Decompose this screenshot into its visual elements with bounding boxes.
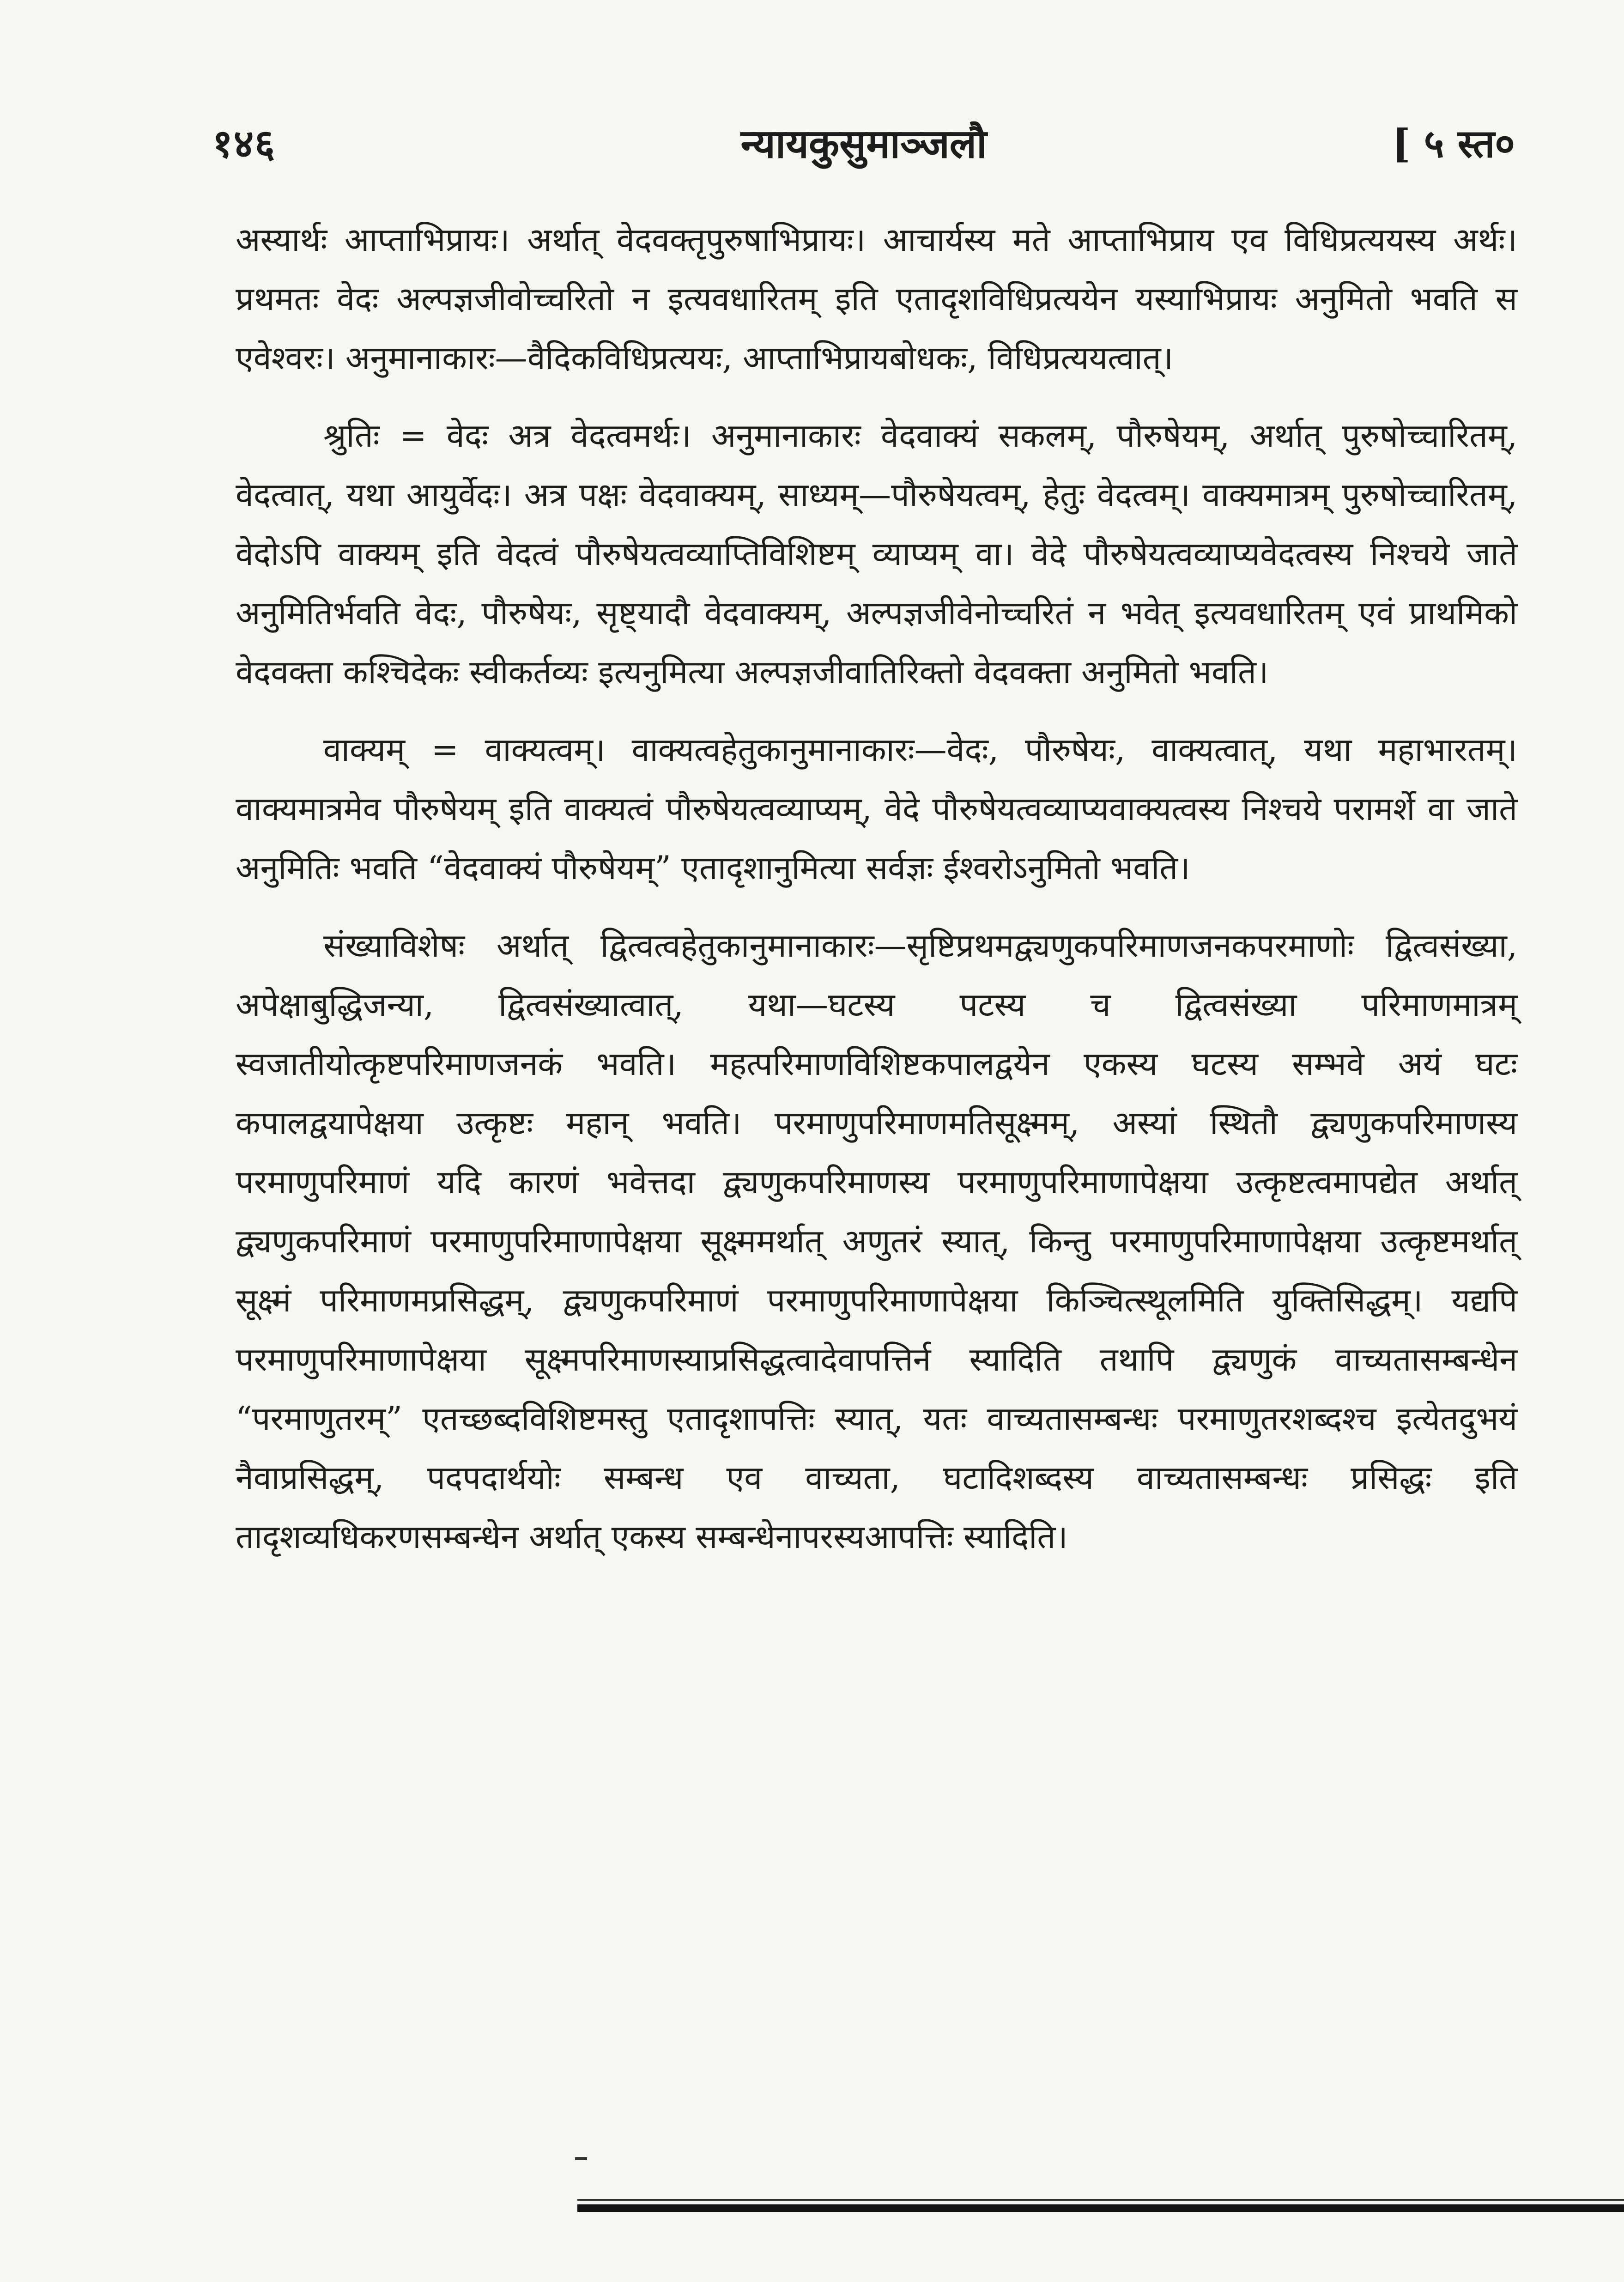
page-header: [212, 115, 1515, 176]
section-marker: [ ५ स्त०: [1392, 121, 1515, 166]
footer-rule-thin: [577, 2199, 1624, 2201]
footer-dash: [575, 2157, 587, 2160]
running-title: न्यायकुसुमाञ्जलौ: [740, 121, 987, 167]
footer-rule: [577, 2204, 1624, 2212]
paragraph-2: श्रुतिः = वेदः अत्र वेदत्वमर्थः। अनुमानाकारः वेदवाक्यं सकलम्, पौरुषेयम्, अर्थात् पुरुषोच्चारितम्, वेदत्वात्, यथा आयुर्वेदः। अत्र पक्षः वेदवाक्यम्, साध्यम्—पौरुषेयत्वम्, हेतुः वेदत्वम्। वाक्यमात्रम् पुरुषोच्चारितम्, वेदोऽपि वाक्यम् इति वेदत्वं पौरुषेयत्वव्याप्तिविशिष्टम् व्याप्यम् वा। वेदे पौरुषेयत्वव्याप्यवेदत्वस्य निश्चये जाते अनुमितिर्भवति वेदः, पौरुषेयः, सृष्ट्यादौ वेदवाक्यम्, अल्पज्ञजीवेनोच्चरितं न भवेत् इत्यवधारितम् एवं प्राथमिको वेदवक्ता कश्चिदेकः स्वीकर्तव्यः इत्यनुमित्या अल्पज्ञजीवातिरिक्तो वेदवक्ता अनुमितो भवति।: [236, 417, 1517, 691]
main-text: [236, 210, 1517, 1585]
page-number: १४६: [212, 121, 276, 166]
paragraph-1: अस्यार्थः आप्ताभिप्रायः। अर्थात् वेदवक्तृपुरुषाभिप्रायः। आचार्यस्य मते आप्ताभिप्राय एव विधिप्रत्ययस्य अर्थः। प्रथमतः वेदः अल्पज्ञजीवोच्चरितो न इत्यवधारितम् इति एतादृशविधिप्रत्ययेन यस्याभिप्रायः अनुमितो भवति स एवेश्वरः। अनुमानाकारः—वैदिकविधिप्रत्ययः, आप्ताभिप्रायबोधकः, विधिप्रत्ययत्वात्।: [236, 221, 1517, 377]
paragraph-3: वाक्यम् = वाक्यत्वम्। वाक्यत्वहेतुकानुमानाकारः—वेदः, पौरुषेयः, वाक्यत्वात्, यथा महाभारतम्। वाक्यमात्रमेव पौरुषेयम् इति वाक्यत्वं पौरुषेयत्वव्याप्यम्, वेदे पौरुषेयत्वव्याप्यवाक्यत्वस्य निश्चये परामर्शे वा जाते अनुमितिः भवति “वेदवाक्यं पौरुषेयम्” एतादृशानुमित्या सर्वज्ञः ईश्वरोऽनुमितो भवति।: [236, 731, 1517, 887]
paragraph-4: संख्याविशेषः अर्थात् द्वित्वत्वहेतुकानुमानाकारः—सृष्टिप्रथमद्व्यणुकपरिमाणजनकपरमाणोः द्वित्वसंख्या, अपेक्षाबुद्धिजन्या, द्वित्वसंख्यात्वात्, यथा—घटस्य पटस्य च द्वित्वसंख्या परिमाणमात्रम् स्वजातीयोत्कृष्टपरिमाणजनकं भवति। महत्परिमाणविशिष्टकपालद्वयेन एकस्य घटस्य सम्भवे अयं घटः कपालद्वयापेक्षया उत्कृष्टः महान् भवति। परमाणुपरिमाणमतिसूक्ष्मम्, अस्यां स्थितौ द्व्यणुकपरिमाणस्य परमाणुपरिमाणं यदि कारणं भवेत्तदा द्व्यणुकपरिमाणस्य परमाणुपरिमाणापेक्षया उत्कृष्टत्वमापद्येत अर्थात् द्व्यणुकपरिमाणं परमाणुपरिमाणापेक्षया सूक्ष्ममर्थात् अणुतरं स्यात्, किन्तु परमाणुपरिमाणापेक्षया उत्कृष्टमर्थात् सूक्ष्मं परिमाणमप्रसिद्धम्, द्व्यणुकपरिमाणं परमाणुपरिमाणापेक्षया किञ्चित्स्थूलमिति युक्तिसिद्धम्। यद्यपि परमाणुपरिमाणापेक्षया सूक्ष्मपरिमाणस्याप्रसिद्धत्वादेवापत्तिर्न स्यादिति तथापि द्व्यणुकं वाच्यतासम्बन्धेन “परमाणुतरम्” एतच्छब्दविशिष्टमस्तु एतादृशापत्तिः स्यात्, यतः वाच्यतासम्बन्धः परमाणुतरशब्दश्च इत्येतदुभयं नैवाप्रसिद्धम्, पदपदार्थयोः सम्बन्ध एव वाच्यता, घटादिशब्दस्य वाच्यतासम्बन्धः प्रसिद्धः इति तादृशव्यधिकरणसम्बन्धेन अर्थात् एकस्य सम्बन्धेनापरस्यआपत्तिः स्यादिति।: [236, 927, 1517, 1556]
